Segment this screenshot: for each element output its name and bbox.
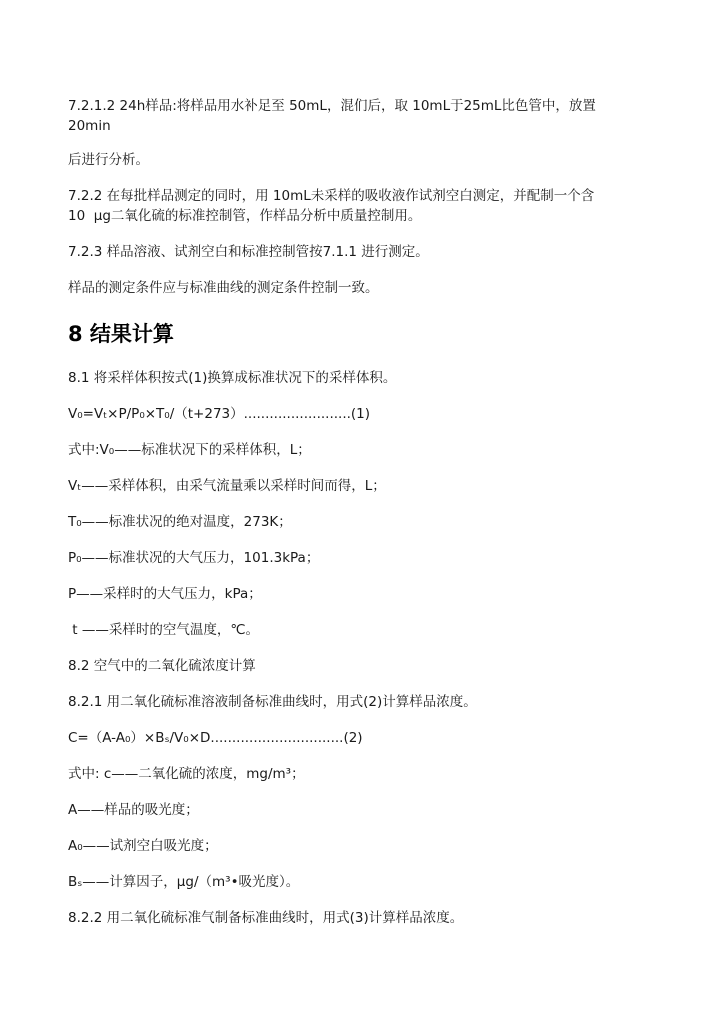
formula-1-t: t ——采样时的空气温度，℃。 <box>68 622 260 638</box>
formula-1-where-v0: 式中:V₀——标准状况下的采样体积，L； <box>68 442 311 458</box>
paragraph-8-2-2: 8.2.2 用二氧化硫标准气制备标准曲线时，用式(3)计算样品浓度。 <box>68 910 464 926</box>
formula-1-vt: Vₜ——采样体积，由采气流量乘以采样时间而得，L； <box>68 478 386 494</box>
paragraph-7-2-3: 7.2.3 样品溶液、试剂空白和标准控制管按7.1.1 进行测定。 <box>68 244 429 260</box>
formula-1-p0: P₀——标准状况的大气压力，101.3kPa； <box>68 550 320 566</box>
paragraph-7-2-1-2-cont: 20min <box>68 118 111 134</box>
formula-2: C=（A-A₀）×Bₛ/V₀×D...............................(2) <box>68 730 363 746</box>
formula-2-bs: Bₛ——计算因子，μg/（m³•吸光度）。 <box>68 874 300 890</box>
formula-2-a0: A₀——试剂空白吸光度； <box>68 838 218 854</box>
paragraph-8-2-1: 8.2.1 用二氧化硫标准溶液制备标准曲线时，用式(2)计算样品浓度。 <box>68 694 477 710</box>
paragraph-analysis: 后进行分析。 <box>68 152 149 168</box>
section-heading-8: 8 结果计算 <box>68 322 174 346</box>
formula-2-a: A——样品的吸光度； <box>68 802 199 818</box>
paragraph-conditions: 样品的测定条件应与标准曲线的测定条件控制一致。 <box>68 280 379 296</box>
formula-1-p: P——采样时的大气压力，kPa； <box>68 586 262 602</box>
paragraph-8-2: 8.2 空气中的二氧化硫浓度计算 <box>68 658 256 674</box>
paragraph-7-2-2: 7.2.2 在每批样品测定的同时，用 10mL未采样的吸收液作试剂空白测定，并配制一个含 <box>68 188 595 204</box>
formula-1: V₀=Vₜ×P/P₀×T₀/（t+273）.........................(1) <box>68 406 371 422</box>
paragraph-8-1: 8.1 将采样体积按式(1)换算成标准状况下的采样体积。 <box>68 370 397 386</box>
paragraph-7-2-2-cont: 10 μg二氧化硫的标准控制管，作样品分析中质量控制用。 <box>68 208 422 224</box>
formula-2-where-c: 式中: c——二氧化硫的浓度，mg/m³； <box>68 766 305 782</box>
paragraph-7-2-1-2: 7.2.1.2 24h样品:将样品用水补足至 50mL，混们后，取 10mL于25mL比色管中，放置 <box>68 98 596 114</box>
formula-1-t0: T₀——标准状况的绝对温度，273K； <box>68 514 292 530</box>
